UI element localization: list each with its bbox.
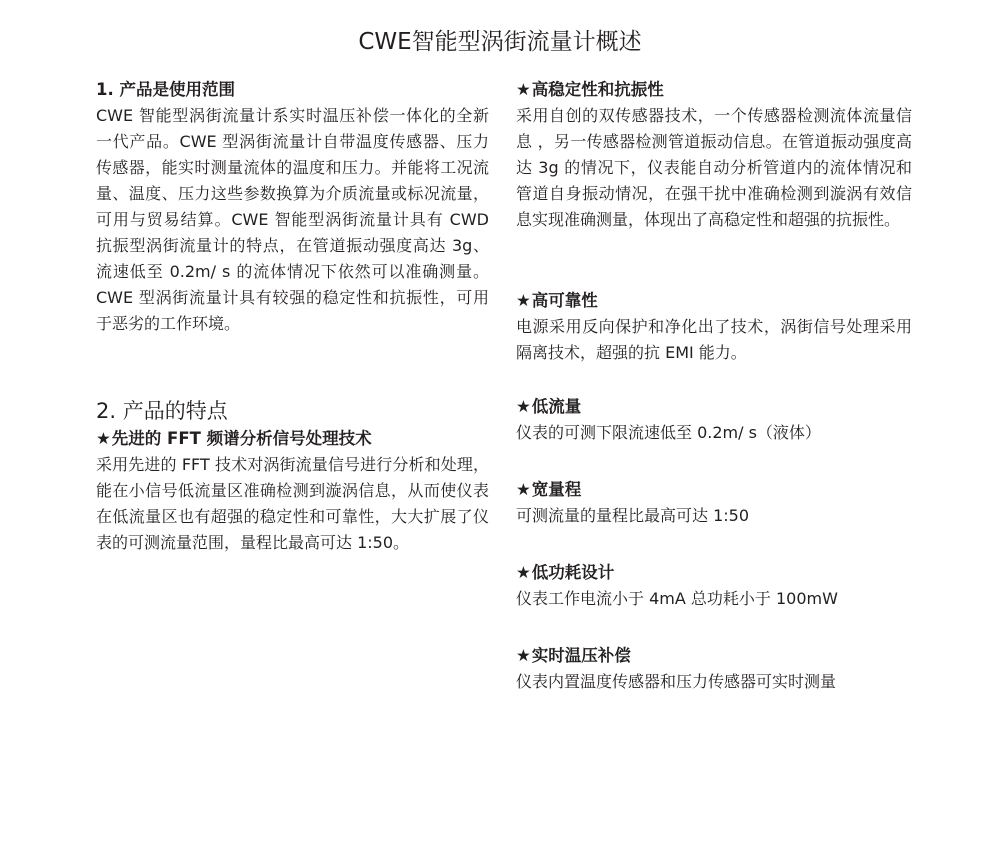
feature-wide-range-title: [516, 477, 912, 503]
star-icon: ★: [516, 397, 531, 416]
feature-stability: [516, 77, 912, 233]
feature-reliability-title-text: 高可靠性: [531, 291, 598, 310]
feature-wide-range-title-text: 宽量程: [531, 480, 582, 499]
feature-stability-title: [516, 77, 912, 103]
feature-low-flow-body: 仪表的可测下限流速低至 0.2m/ s（液体）: [516, 423, 821, 442]
feature-low-flow-title: [516, 394, 912, 420]
star-icon: ★: [516, 291, 531, 310]
star-icon: ★: [516, 80, 531, 99]
section-usage-heading: 1. 产品是使用范围: [96, 80, 235, 99]
feature-compensation-title: [516, 643, 912, 669]
star-icon: ★: [516, 646, 531, 665]
feature-wide-range: [516, 477, 912, 529]
star-icon: ★: [516, 480, 531, 499]
section-usage: [96, 77, 489, 337]
feature-compensation-title-text: 实时温压补偿: [531, 646, 631, 665]
feature-compensation-body: 仪表内置温度传感器和压力传感器可实时测量: [516, 672, 837, 691]
feature-fft-title: [96, 426, 489, 452]
page-title: CWE智能型涡街流量计概述: [358, 29, 642, 55]
section-features: [96, 396, 489, 556]
feature-low-power-title: [516, 560, 912, 586]
feature-reliability-title: [516, 288, 912, 314]
feature-low-flow: [516, 394, 912, 446]
feature-low-power: [516, 560, 912, 612]
feature-compensation: [516, 643, 912, 695]
section-usage-body: CWE 智能型涡街流量计系实时温压补偿一体化的全新一代产品。CWE 型涡街流量计自带温度传感器、压力传感器，能实时测量流体的温度和压力。并能将工况流量、温度、压力这些参数换算为介质流量或标况流量，可用与贸易结算。CWE 智能型涡街流量计具有 CWD 抗振型涡街流量计的特点，在管道振动强度高达 3g、流速低至 0.2m/ s 的流体情况下依然可以准确测量。CWE 型涡街流量计具有较强的稳定性和抗振性，可用于恶劣的工作环境。: [96, 106, 489, 333]
feature-fft-title-text: 先进的 FFT 频谱分析信号处理技术: [111, 429, 372, 448]
feature-stability-body: 采用自创的双传感器技术，一个传感器检测流体流量信息 ，另一传感器检测管道振动信息。在管道振动强度高达 3g 的情况下，仪表能自动分析管道内的流体情况和管道自身振动情况，在强干扰中准确检测到漩涡有效信息实现准确测量，体现出了高稳定性和超强的抗振性。: [516, 106, 912, 229]
feature-low-power-body: 仪表工作电流小于 4mA 总功耗小于 100mW: [516, 589, 838, 608]
feature-reliability-body: 电源采用反向保护和净化出了技术，涡街信号处理采用隔离技术，超强的抗 EMI 能力。: [516, 317, 912, 362]
feature-stability-title-text: 高稳定性和抗振性: [531, 80, 664, 99]
star-icon: ★: [516, 563, 531, 582]
feature-reliability: [516, 288, 912, 366]
feature-wide-range-body: 可测流量的量程比最高可达 1:50: [516, 506, 750, 525]
section-features-heading: 2. 产品的特点: [96, 399, 228, 423]
feature-low-flow-title-text: 低流量: [531, 397, 582, 416]
feature-low-power-title-text: 低功耗设计: [531, 563, 615, 582]
feature-fft-body: 采用先进的 FFT 技术对涡街流量信号进行分析和处理，能在小信号低流量区准确检测到漩涡信息，从而使仪表在低流量区也有超强的稳定性和可靠性，大大扩展了仪表的可测流量范围，量程比最高可达 1:50。: [96, 455, 489, 552]
star-icon: ★: [96, 429, 111, 448]
